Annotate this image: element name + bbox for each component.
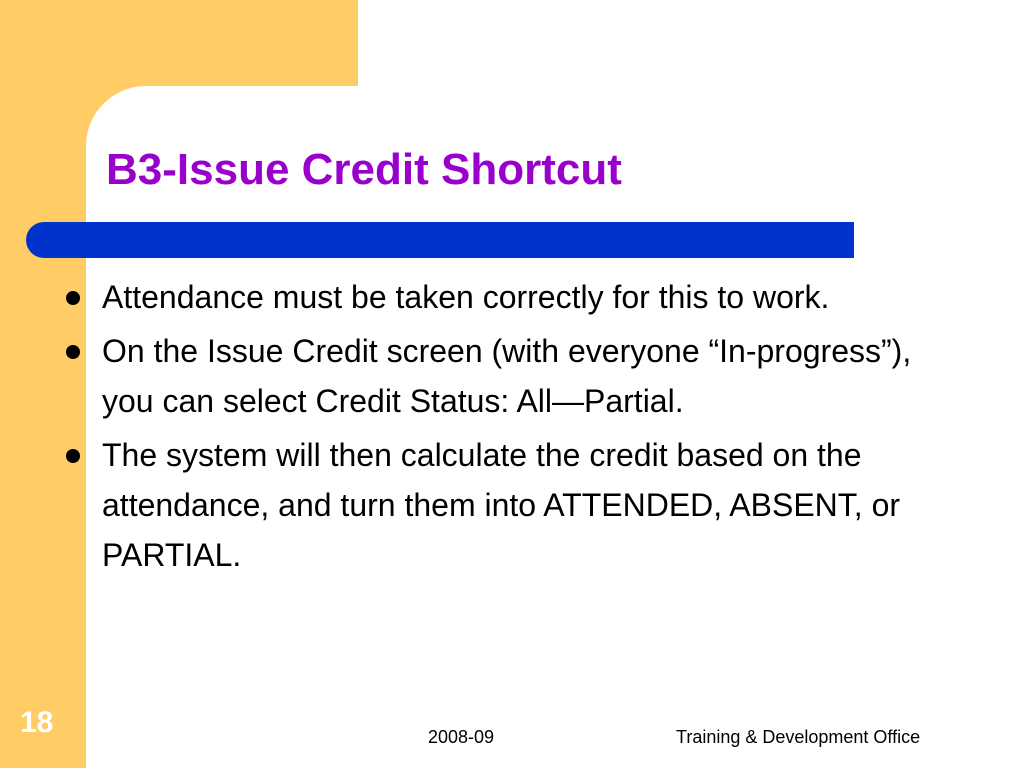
slide-title: B3-Issue Credit Shortcut xyxy=(106,145,622,194)
bullet-item xyxy=(62,272,962,322)
bullet-text: The system will then calculate the credit based on the attendance, and turn them into ATTENDED, ABSENT, or PARTIAL. xyxy=(102,437,901,573)
footer-date: 2008-09 xyxy=(428,727,495,747)
slide-number: 18 xyxy=(20,706,54,739)
bullet-dot-icon xyxy=(66,449,80,463)
bullet-text: Attendance must be taken correctly for this to work. xyxy=(102,279,830,315)
footer-office: Training & Development Office xyxy=(676,727,921,747)
bullet-item xyxy=(62,326,962,426)
bullet-item xyxy=(62,430,962,580)
bullet-text: On the Issue Credit screen (with everyone “In-progress”), you can select Credit Status: All—Partial. xyxy=(102,333,912,419)
bullet-dot-icon xyxy=(66,291,80,305)
title-underline-bar xyxy=(26,222,854,258)
bullet-dot-icon xyxy=(66,345,80,359)
bullet-list xyxy=(62,272,962,584)
